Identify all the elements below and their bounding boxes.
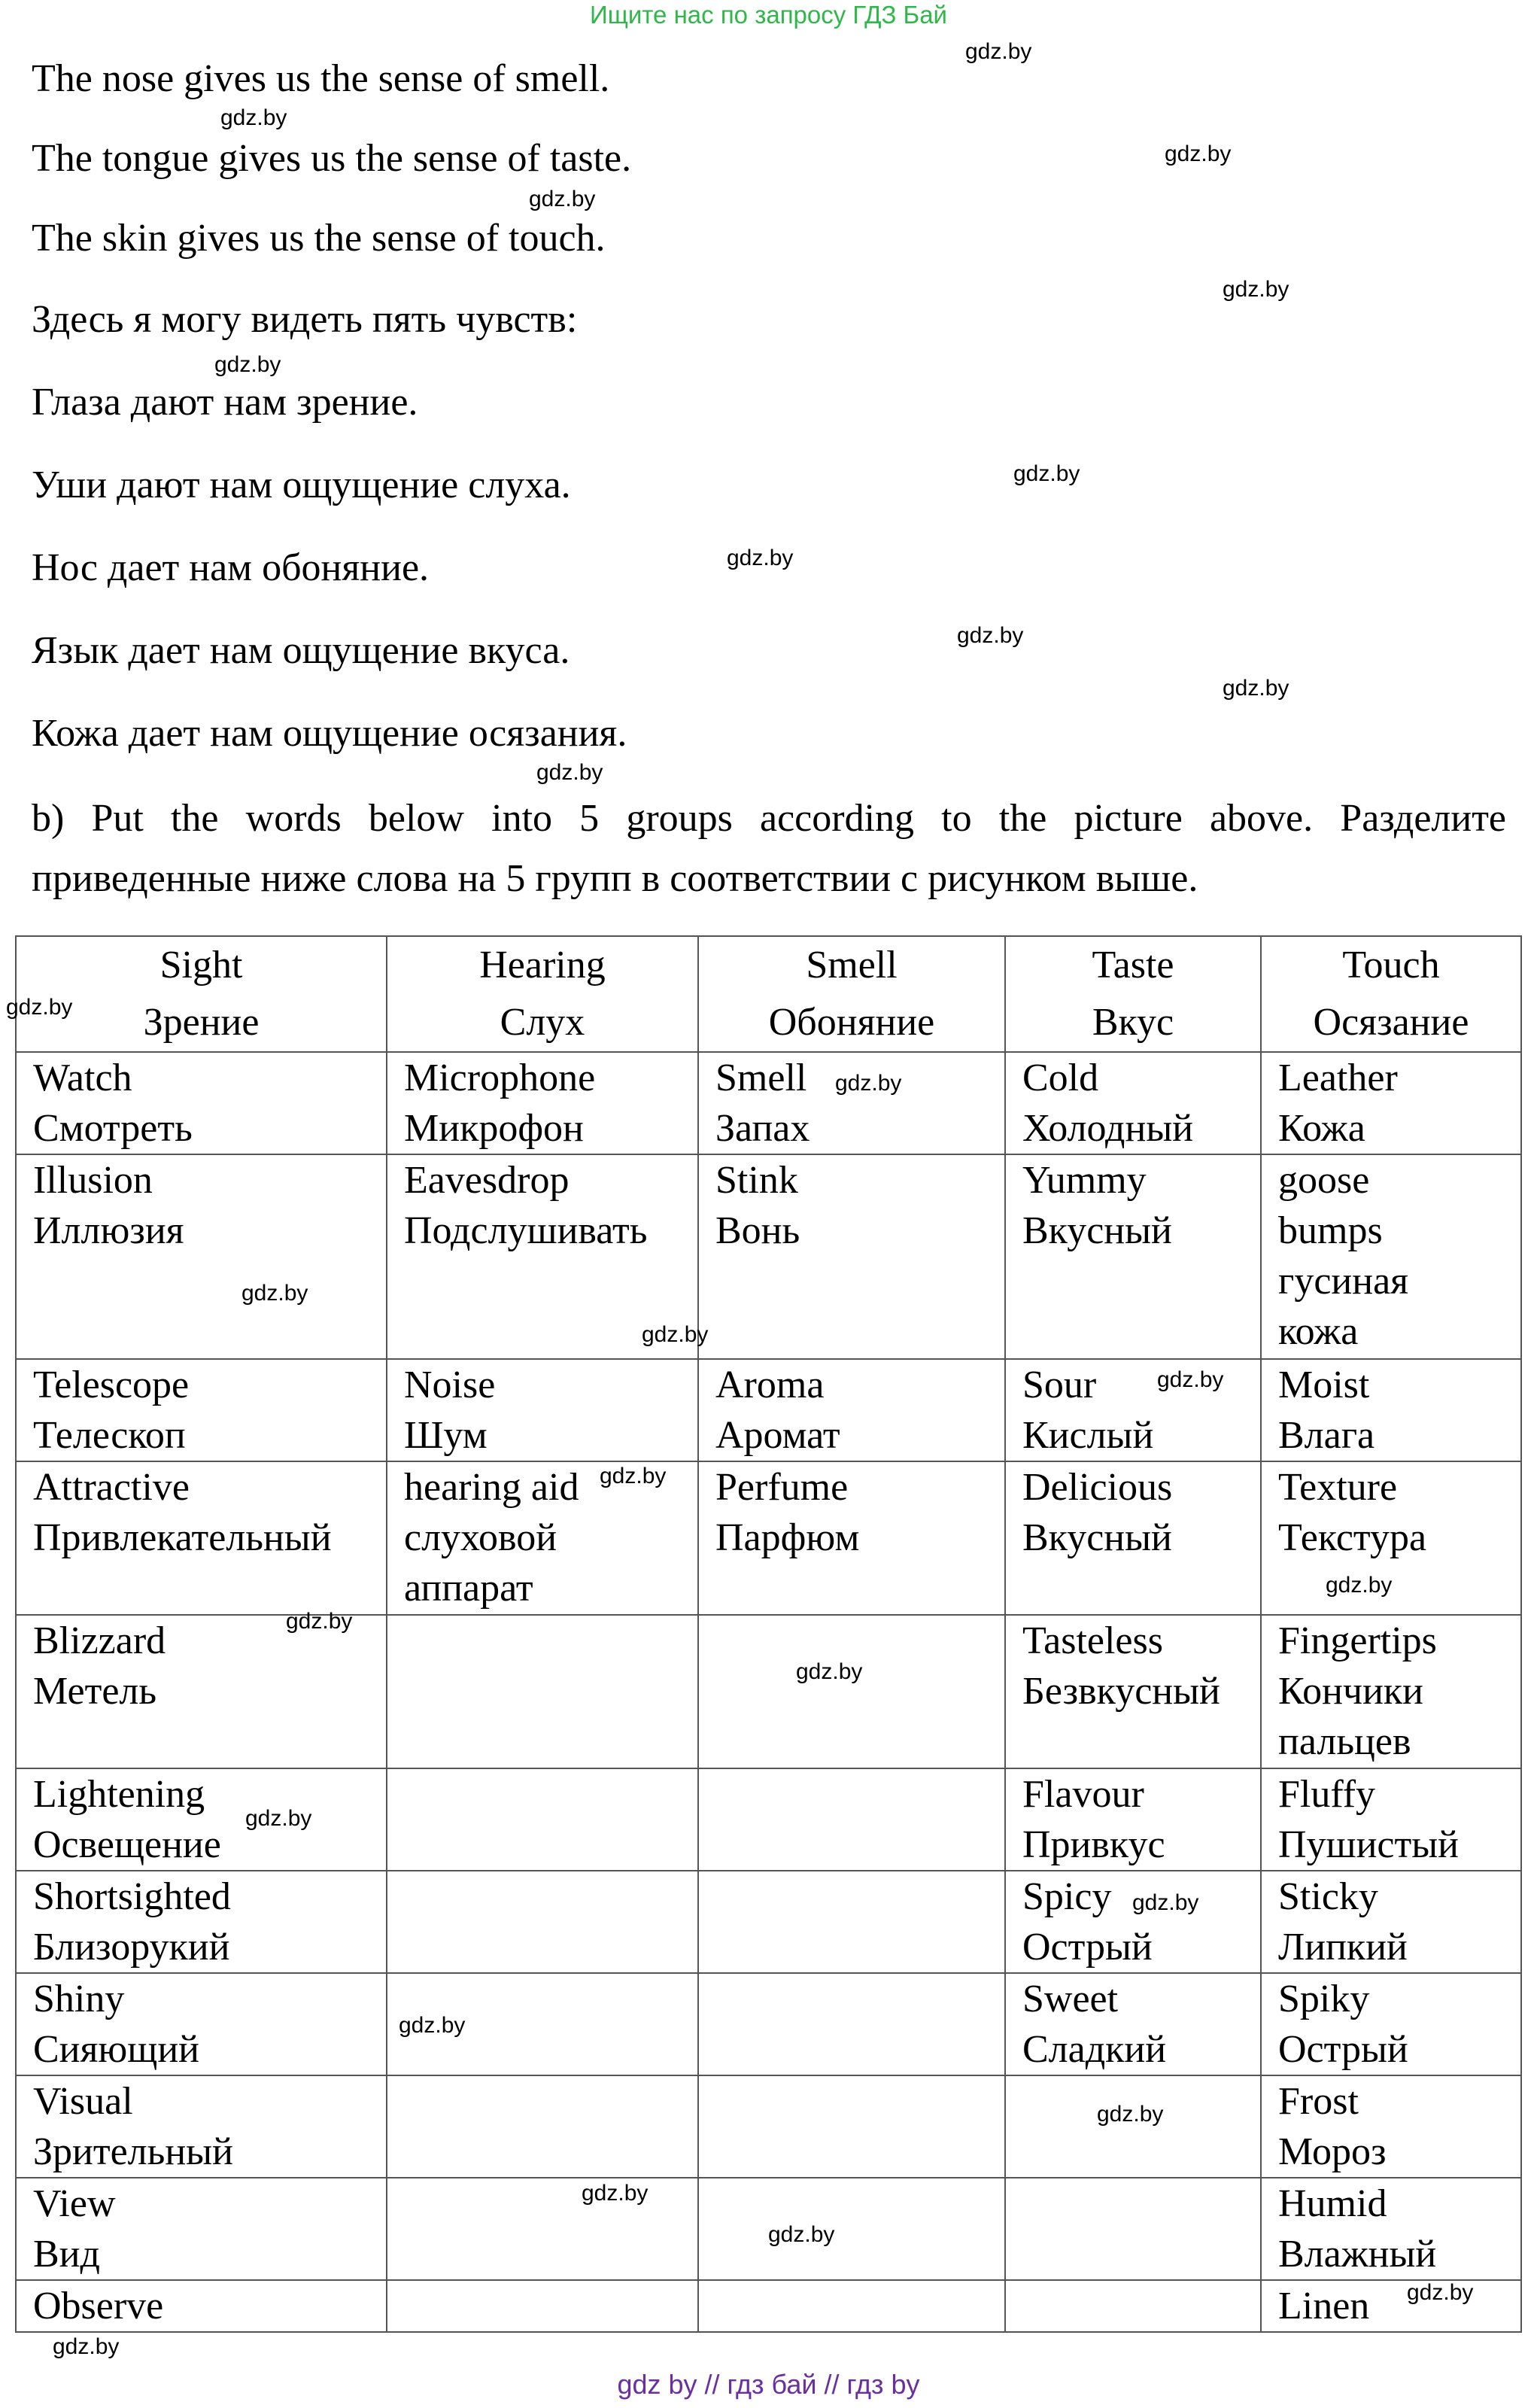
cell-word: Watch [33,1057,132,1099]
table-cell [16,2280,387,2332]
cell-word: Illusion [33,1159,153,1202]
watermark: gdz.by [1097,2102,1164,2127]
cell-word: Сияющий [33,2028,199,2071]
cell-word: Sour [1022,1364,1097,1406]
table-cell [698,1359,1005,1461]
watermark: gdz.by [1157,1367,1224,1392]
table-cell [16,1359,387,1461]
table-cell [698,1768,1005,1871]
cell-word: Влага [1278,1414,1375,1457]
table-row [16,1461,1521,1615]
table-cell [387,2075,698,2178]
cell-word: Влажный [1278,2233,1437,2276]
watermark: gdz.by [965,39,1032,64]
table-cell [16,1615,387,1768]
cell-word: Парфюм [715,1516,860,1559]
watermark: gdz.by [1132,1890,1199,1915]
table-cell [16,1871,387,1973]
table-cell [1005,1154,1261,1359]
cell-word: Вкусный [1022,1209,1172,1252]
cell-word: слуховой [404,1516,557,1559]
column-header-en: Smell [806,944,898,987]
intro-line: The skin gives us the sense of touch. [32,217,606,260]
cell-word: Smell [715,1057,807,1099]
column-header-ru: Осязание [1313,1001,1469,1044]
cell-word: Noise [404,1364,496,1406]
cell-word: Spiky [1278,1978,1370,2020]
cell-word: Stink [715,1159,798,1202]
table-cell [16,1461,387,1615]
cell-word: Visual [33,2080,133,2123]
cell-word: Смотреть [33,1107,193,1150]
table-cell [698,2075,1005,2178]
table-cell [16,2075,387,2178]
table-cell [1261,1052,1521,1154]
intro-line: Нос дает нам обоняние. [32,546,430,589]
table-cell [1261,2280,1521,2332]
column-header-ru: Обоняние [768,1001,935,1044]
cell-word: Leather [1278,1057,1398,1099]
table-cell [16,1154,387,1359]
table-cell [698,1973,1005,2075]
cell-word: Острый [1022,1926,1153,1969]
cell-word: Кончики [1278,1670,1423,1713]
table-cell [1261,2075,1521,2178]
table-cell [1005,1871,1261,1973]
cell-word: Острый [1278,2028,1408,2071]
watermark: gdz.by [529,187,596,211]
table-cell [1261,1768,1521,1871]
column-header [1005,936,1261,1052]
table-row [16,1768,1521,1871]
cell-word: Запах [715,1107,810,1150]
column-header-ru: Слух [500,1001,585,1044]
cell-word: Метель [33,1670,157,1713]
cell-word: Кислый [1022,1414,1154,1457]
cell-word: View [33,2182,116,2225]
cell-word: Tasteless [1022,1619,1163,1662]
watermark: gdz.by [6,995,73,1020]
table-cell [16,1768,387,1871]
watermark: gdz.by [796,1659,863,1684]
watermark: gdz.by [286,1609,353,1634]
watermark: gdz.by [241,1281,308,1306]
table-cell [1261,1871,1521,1973]
table-row [16,1052,1521,1154]
table-cell [1005,1768,1261,1871]
cell-word: Attractive [33,1466,190,1509]
watermark: gdz.by [642,1322,709,1347]
cell-word: Shiny [33,1978,125,2020]
table-row [16,1973,1521,2075]
table-cell [387,1615,698,1768]
cell-word: Текстура [1278,1516,1427,1559]
watermark: gdz.by [600,1464,667,1488]
cell-word: Fluffy [1278,1773,1376,1816]
column-header-en: Hearing [479,944,606,987]
cell-word: Perfume [715,1466,849,1509]
table-row [16,1871,1521,1973]
watermark: gdz.by [1223,676,1289,701]
cell-word: Вид [33,2233,100,2276]
cell-word: Зрительный [33,2130,233,2173]
table-cell [698,2178,1005,2280]
cell-word: Shortsighted [33,1875,231,1918]
column-header [387,936,698,1052]
column-header-en: Touch [1342,944,1440,987]
watermark: gdz.by [214,352,281,377]
cell-word: Sweet [1022,1978,1119,2020]
table-cell [387,1768,698,1871]
table-cell [387,2178,698,2280]
task-b-instruction: b) Put the words below into 5 groups according to the picture above. Разделите приведенные ниже слова на 5 групп в соответствии с рисунком выше. [32,797,1506,900]
table-cell [1005,2178,1261,2280]
table-cell [16,2178,387,2280]
column-header-en: Sight [159,944,243,987]
table-cell [1005,1461,1261,1615]
cell-word: goose [1278,1159,1370,1202]
watermark: gdz.by [53,2334,120,2359]
table-row [16,1359,1521,1461]
cell-word: Frost [1278,2080,1359,2123]
cell-word: Привкус [1022,1823,1165,1866]
cell-word: кожа [1278,1310,1359,1353]
cell-word: Липкий [1278,1926,1408,1969]
table-cell [387,1052,698,1154]
intro-line: Глаза дают нам зрение. [32,381,418,424]
cell-word: Eavesdrop [404,1159,570,1202]
intro-line: The tongue gives us the sense of taste. [32,137,632,180]
cell-word: Texture [1278,1466,1398,1509]
watermark: gdz.by [1013,461,1080,486]
watermark: gdz.by [1223,277,1289,302]
footer-links[interactable]: gdz by // гдз бай // гдз by [617,2369,920,2400]
cell-word: Spicy [1022,1875,1112,1918]
watermark: gdz.by [1326,1573,1393,1598]
table-cell [1005,1615,1261,1768]
watermark: gdz.by [536,760,603,785]
table-row [16,1615,1521,1768]
watermark: gdz.by [727,546,794,570]
cell-word: Observe [33,2285,164,2327]
cell-word: Безвкусный [1022,1670,1220,1713]
cell-word: Humid [1278,2182,1387,2225]
cell-word: Delicious [1022,1466,1173,1509]
cell-word: Пушистый [1278,1823,1459,1866]
column-header-ru: Вкус [1092,1001,1174,1044]
table-cell [1261,1973,1521,2075]
table-cell [1005,1052,1261,1154]
cell-word: Привлекательный [33,1516,332,1559]
cell-word: Иллюзия [33,1209,184,1252]
cell-word: гусиная [1278,1260,1409,1303]
cell-word: Вонь [715,1209,800,1252]
cell-word: Microphone [404,1057,596,1099]
table-cell [698,1871,1005,1973]
watermark: gdz.by [399,2013,466,2038]
cell-word: Сладкий [1022,2028,1167,2071]
table-cell [387,1359,698,1461]
table-cell [698,1052,1005,1154]
senses-table [15,935,1522,2333]
intro-line: Уши дают нам ощущение слуха. [32,464,571,506]
watermark: gdz.by [768,2222,835,2247]
intro-line: Кожа дает нам ощущение осязания. [32,712,627,755]
watermark: gdz.by [245,1806,312,1831]
cell-word: Шум [404,1414,488,1457]
cell-word: Yummy [1022,1159,1147,1202]
site-banner[interactable]: Ищите нас по запросу ГДЗ Бай [590,1,947,29]
table-cell [1261,1154,1521,1359]
watermark: gdz.by [835,1071,902,1096]
cell-word: пальцев [1278,1720,1411,1763]
column-header-ru: Зрение [143,1001,260,1044]
table-cell [1261,1615,1521,1768]
cell-word: Sticky [1278,1875,1378,1918]
cell-word: аппарат [404,1567,533,1610]
table-cell [698,2280,1005,2332]
intro-line: The nose gives us the sense of smell. [32,57,610,100]
column-header [1261,936,1521,1052]
table-header-row [16,936,1521,1052]
table-cell [387,2280,698,2332]
cell-word: Blizzard [33,1619,166,1662]
cell-word: bumps [1278,1209,1383,1252]
cell-word: Linen [1278,2285,1370,2327]
watermark: gdz.by [1165,141,1232,166]
cell-word: Холодный [1022,1107,1194,1150]
cell-word: Телескоп [33,1414,186,1457]
table-cell [16,1052,387,1154]
cell-word: Moist [1278,1364,1370,1406]
column-header [16,936,387,1052]
table-cell [1261,2178,1521,2280]
table-cell [698,1461,1005,1615]
cell-word: Аромат [715,1414,840,1457]
cell-word: hearing aid [404,1466,579,1509]
table-cell [16,1973,387,2075]
intro-line: Язык дает нам ощущение вкуса. [32,629,570,672]
cell-word: Подслушивать [404,1209,648,1252]
cell-word: Кожа [1278,1107,1365,1150]
watermark: gdz.by [1407,2280,1474,2305]
cell-word: Fingertips [1278,1619,1437,1662]
watermark: gdz.by [220,105,287,130]
cell-word: Telescope [33,1364,190,1406]
cell-word: Lightening [33,1773,205,1816]
cell-word: Flavour [1022,1773,1144,1816]
watermark: gdz.by [582,2181,649,2206]
table-row [16,2075,1521,2178]
watermark: gdz.by [957,623,1024,648]
cell-word: Близорукий [33,1926,230,1969]
table-cell [698,1154,1005,1359]
table-row [16,2280,1521,2332]
cell-word: Микрофон [404,1107,584,1150]
table-cell [698,1615,1005,1768]
column-header [698,936,1005,1052]
intro-line: Здесь я могу видеть пять чувств: [32,298,578,341]
table-cell [1261,1359,1521,1461]
table-cell [1005,1973,1261,2075]
cell-word: Cold [1022,1057,1099,1099]
cell-word: Освещение [33,1823,221,1866]
cell-word: Мороз [1278,2130,1387,2173]
table-cell [1005,2280,1261,2332]
column-header-en: Taste [1092,944,1174,987]
cell-word: Aroma [715,1364,825,1406]
table-cell [387,1871,698,1973]
table-row [16,1154,1521,1359]
cell-word: Вкусный [1022,1516,1172,1559]
